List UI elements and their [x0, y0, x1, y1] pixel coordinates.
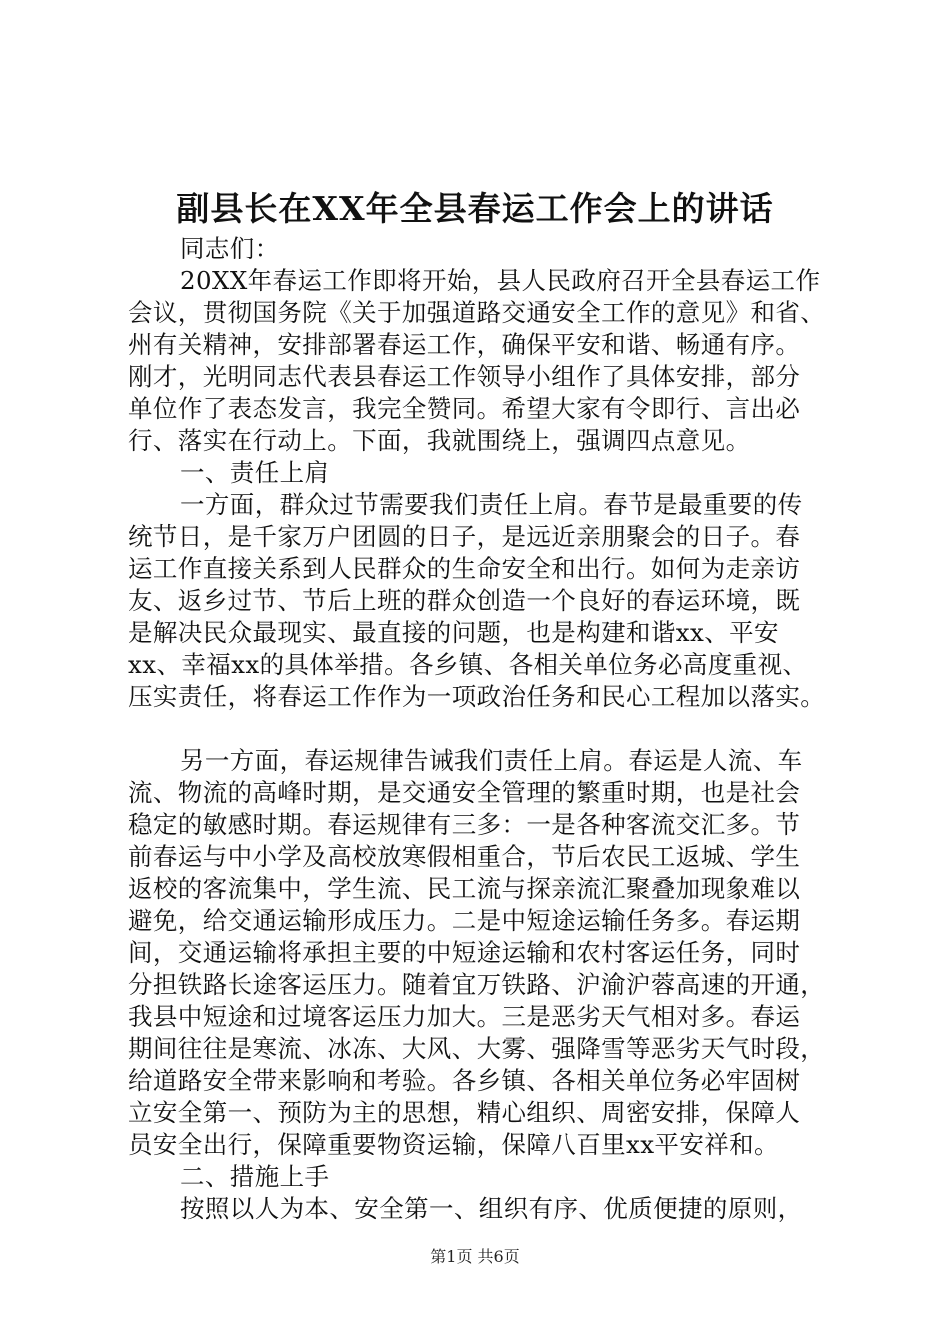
body-text-line: 我县中短途和过境客运压力加大。三是恶劣天气相对多。春运 — [128, 1002, 801, 1031]
body-text-line: 单位作了表态发言，我完全赞同。希望大家有令即行、言出必 — [128, 394, 801, 423]
body-text-line: 避免，给交通运输形成压力。二是中短途运输任务多。春运期 — [128, 906, 801, 935]
body-text-line: xx、幸福xx的具体举措。各乡镇、各相关单位务必高度重视、 — [128, 650, 808, 679]
page-footer: 第1页 共6页 — [430, 1247, 520, 1266]
body-text-line: 流、物流的高峰时期，是交通安全管理的繁重时期，也是社会 — [128, 778, 801, 807]
body-text-line: 行、落实在行动上。下面，我就围绕上，强调四点意见。 — [128, 426, 751, 455]
body-text-line: 会议，贯彻国务院《关于加强道路交通安全工作的意见》和省、 — [128, 298, 826, 327]
body-text-line: 按照以人为本、安全第一、组织有序、优质便捷的原则， — [180, 1194, 803, 1223]
body-text-line: 刚才，光明同志代表县春运工作领导小组作了具体安排，部分 — [128, 362, 801, 391]
body-text-line: 间，交通运输将承担主要的中短途运输和农村客运任务，同时 — [128, 938, 801, 967]
body-text-line: 员安全出行，保障重要物资运输，保障八百里xx平安祥和。 — [128, 1130, 779, 1159]
body-text-line: 二、措施上手 — [180, 1162, 330, 1191]
body-text-line: 前春运与中小学及高校放寒假相重合，节后农民工返城、学生 — [128, 842, 801, 871]
body-text-line: 立安全第一、预防为主的思想，精心组织、周密安排，保障人 — [128, 1098, 801, 1127]
body-text-line: 友、返乡过节、节后上班的群众创造一个良好的春运环境，既 — [128, 586, 801, 615]
body-text-line: 运工作直接关系到人民群众的生命安全和出行。如何为走亲访 — [128, 554, 801, 583]
body-text-line: 一方面，群众过节需要我们责任上肩。春节是最重要的传 — [180, 490, 803, 519]
body-text-line: 一、责任上肩 — [180, 458, 330, 487]
body-text-line: 稳定的敏感时期。春运规律有三多：一是各种客流交汇多。节 — [128, 810, 801, 839]
body-text-line: 另一方面，春运规律告诫我们责任上肩。春运是人流、车 — [180, 746, 803, 775]
body-text-line: 给道路安全带来影响和考验。各乡镇、各相关单位务必牢固树 — [128, 1066, 801, 1095]
body-text-line: 统节日，是千家万户团圆的日子，是远近亲朋聚会的日子。春 — [128, 522, 801, 551]
body-text-line: 返校的客流集中，学生流、民工流与探亲流汇聚叠加现象难以 — [128, 874, 801, 903]
body-text-line: 同志们： — [180, 234, 280, 263]
body-text-line: 是解决民众最现实、最直接的问题，也是构建和谐xx、平安 — [128, 618, 779, 647]
body-text-line: 压实责任，将春运工作作为一项政治任务和民心工程加以落实。 — [128, 682, 826, 711]
document-title: 副县长在XX年全县春运工作会上的讲话 — [176, 189, 774, 228]
blank-line — [128, 713, 852, 745]
body-text-line: 期间往往是寒流、冰冻、大风、大雾、强降雪等恶劣天气时段， — [128, 1034, 826, 1063]
body-text-line: 州有关精神，安排部署春运工作，确保平安和谐、畅通有序。 — [128, 330, 801, 359]
document-body — [128, 233, 852, 1225]
body-text-line: 20XX年春运工作即将开始，县人民政府召开全县春运工作 — [180, 266, 821, 295]
body-text-line: 分担铁路长途客运压力。随着宜万铁路、沪渝沪蓉高速的开通， — [128, 970, 826, 999]
